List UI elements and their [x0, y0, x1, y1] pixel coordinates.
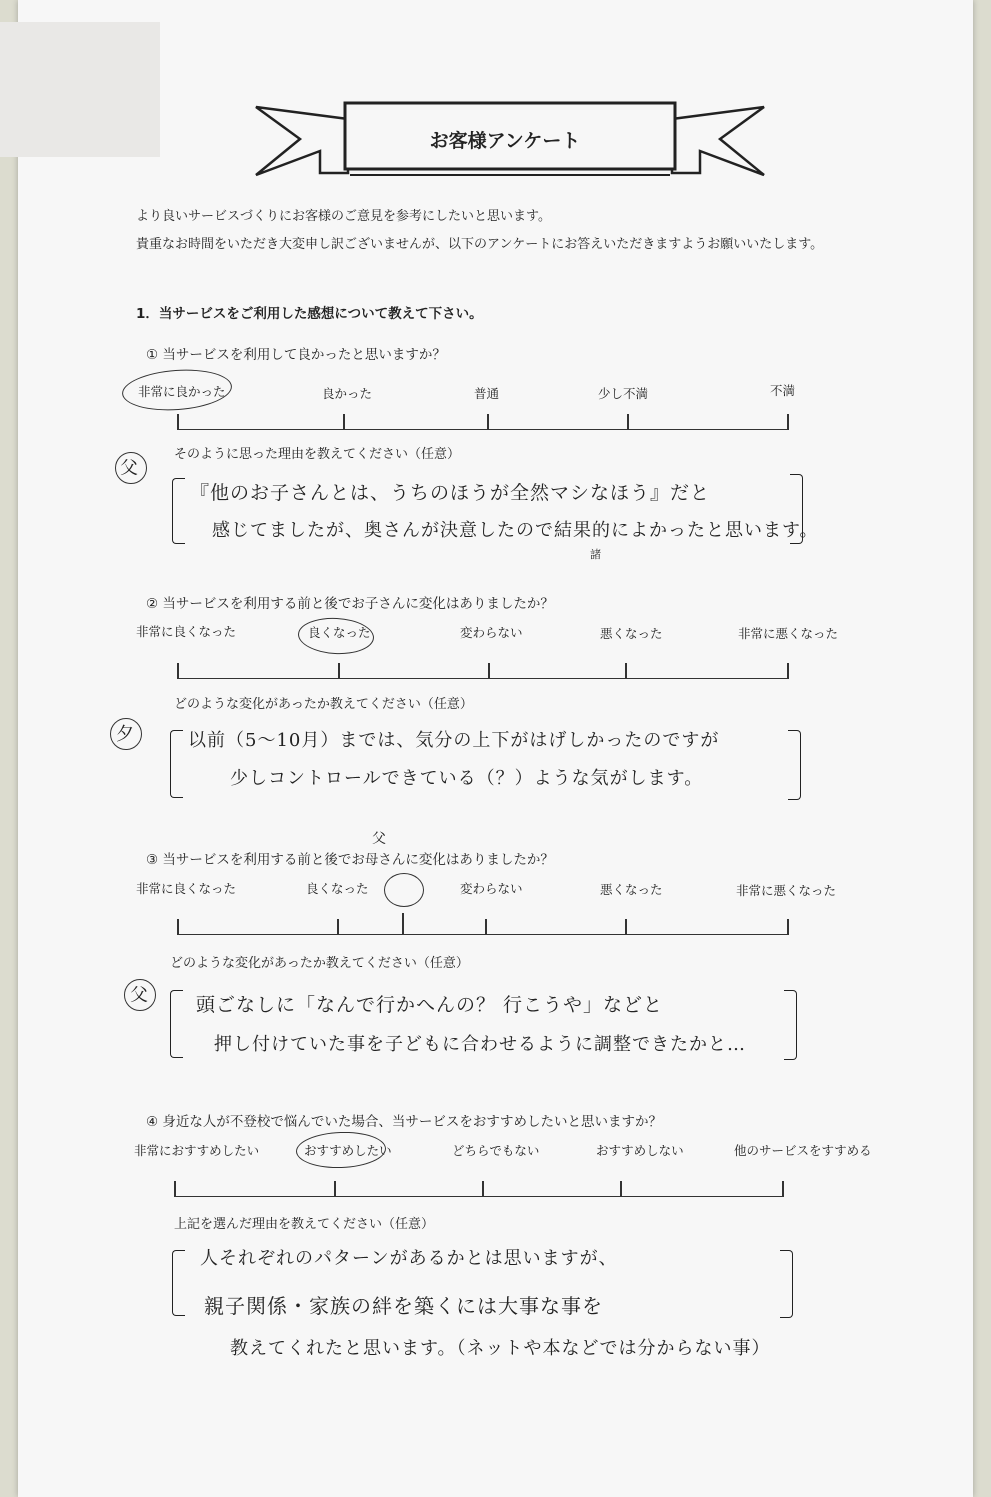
q2-answer-bracket-left [170, 730, 183, 798]
q2-answer-line-1: 以前（5〜10月）までは、気分の上下がはげしかったのですが [188, 730, 720, 751]
q1-answer-correction: 諸 [590, 548, 602, 561]
question-1-label: ① 当サービスを利用して良かったと思いますか？ [146, 347, 446, 363]
q2-answer-line-2: 少しコントロールできている（？）ような気がします。 [230, 768, 704, 789]
q4-answer-bracket-right [780, 1250, 793, 1318]
q1-answer-bracket-left [172, 478, 185, 544]
q3-respondent-mark: 父 [130, 985, 148, 1006]
q4-answer-line-3: 教えてくれたと思います。（ネットや本などでは分からない事） [230, 1338, 771, 1359]
q4-option-1[interactable]: 非常におすすめしたい [134, 1143, 260, 1158]
intro-line-2: 貴重なお時間をいただき大変申し訳ございませんが、以下のアンケートにお答えいただきますようお願いいたします。 [136, 237, 824, 252]
q3-option-1[interactable]: 非常に良くなった [136, 881, 237, 896]
q1-scale [177, 415, 789, 430]
q1-option-1[interactable]: 非常に良かった [138, 384, 226, 399]
q1-option-4[interactable]: 少し不満 [598, 386, 649, 401]
q4-option-5[interactable]: 他のサービスをすすめる [734, 1143, 872, 1158]
q4-option-3[interactable]: どちらでもない [452, 1143, 540, 1158]
q2-respondent-mark: 夕 [116, 724, 134, 745]
q4-reason-label: 上記を選んだ理由を教えてください（任意） [174, 1217, 435, 1232]
q2-option-2[interactable]: 良くなった [308, 625, 371, 640]
q3-option-4[interactable]: 悪くなった [600, 882, 663, 897]
q3-option-3[interactable]: 変わらない [460, 881, 523, 896]
q2-option-5[interactable]: 非常に悪くなった [738, 626, 839, 641]
q3-label-correction: 父 [372, 831, 387, 847]
q2-answer-bracket-right [788, 730, 801, 800]
question-3-label: ③ 当サービスを利用する前と後でお母さんに変化はありましたか？ [146, 852, 554, 868]
q3-selection-circle [384, 873, 424, 907]
q1-option-2[interactable]: 良かった [322, 386, 373, 401]
q2-reason-label: どのような変化があったか教えてください（任意） [174, 697, 473, 712]
q3-scale [177, 920, 789, 935]
q3-answer-line-2: 押し付けていた事を子どもに合わせるように調整できたかと… [214, 1034, 746, 1055]
q1-answer-line-1: 『他のお子さんとは、うちのほうが全然マシなほう』だと [190, 482, 711, 504]
q3-option-2[interactable]: 良くなった [306, 881, 369, 896]
q4-answer-bracket-left [172, 1250, 185, 1316]
redaction-mask [0, 22, 160, 157]
q3-option-5[interactable]: 非常に悪くなった [736, 883, 837, 898]
q1-option-5[interactable]: 不満 [770, 383, 796, 398]
question-2-label: ② 当サービスを利用する前と後でお子さんに変化はありましたか？ [146, 596, 554, 612]
q1-respondent-mark: 父 [120, 458, 138, 479]
q4-option-2[interactable]: おすすめしたい [304, 1143, 392, 1158]
q4-answer-line-2: 親子関係・家族の絆を築くには大事な事を [204, 1294, 603, 1318]
q3-answer-line-1: 頭ごなしに「なんで行かへんの？ 行こうや」などと [196, 994, 664, 1016]
section-heading: 1．当サービスをご利用した感想について教えて下さい。 [136, 306, 483, 322]
q4-scale [174, 1182, 784, 1197]
q4-answer-line-1: 人それぞれのパターンがあるかとは思いますが、 [200, 1248, 618, 1269]
q3-answer-bracket-right [784, 990, 797, 1060]
q2-option-1[interactable]: 非常に良くなった [136, 624, 237, 639]
page-title: お客様アンケート [429, 129, 581, 152]
q2-option-4[interactable]: 悪くなった [600, 626, 663, 641]
intro-line-1: より良いサービスづくりにお客様のご意見を参考にしたいと思います。 [136, 209, 551, 224]
q4-option-4[interactable]: おすすめしない [596, 1143, 684, 1158]
q1-reason-label: そのように思った理由を教えてください（任意） [174, 447, 461, 462]
q2-scale [177, 664, 789, 679]
q2-option-3[interactable]: 変わらない [460, 625, 523, 640]
q1-option-3[interactable]: 普通 [474, 386, 500, 401]
q3-answer-bracket-left [170, 990, 183, 1058]
question-4-label: ④ 身近な人が不登校で悩んでいた場合、当サービスをおすすめしたいと思いますか？ [146, 1114, 663, 1130]
q3-reason-label: どのような変化があったか教えてください（任意） [170, 956, 469, 971]
q1-answer-line-2: 感じてましたが、奥さんが決意したので結果的によかったと思います。 [212, 520, 819, 541]
